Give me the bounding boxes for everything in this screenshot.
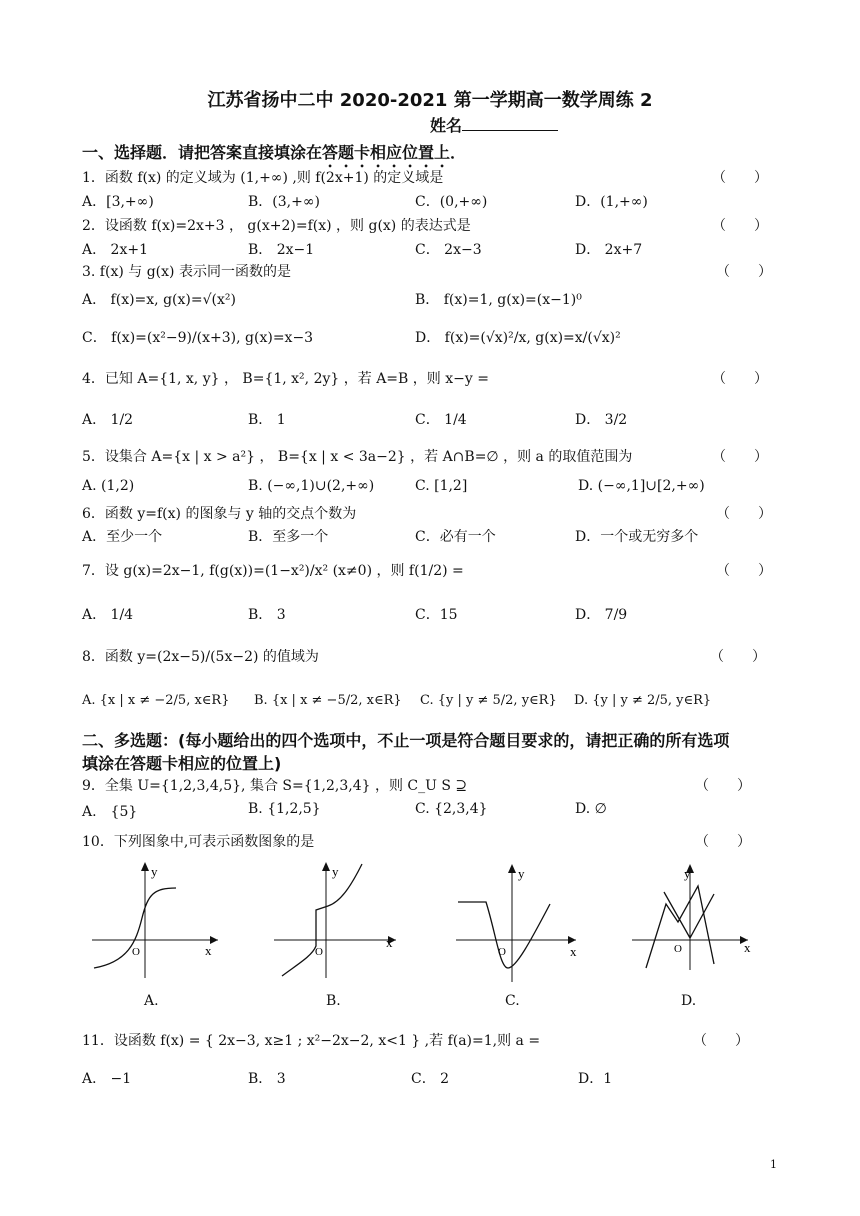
question-2-option-c: C． 2x−3 [415,242,482,258]
question-9-option-d: D. ∅ [575,801,607,817]
graph-a-x-label: x [205,943,212,958]
question-2-stem: 2．设函数 f(x)=2x+3 ， g(x+2)=f(x) ，则 g(x) 的表达式是 [82,218,471,234]
graph-d-caption: D. [681,993,697,1009]
question-1-option-d: D．(1,+∞) [575,194,648,210]
graph-d-x-label: x [744,940,751,955]
question-3-option-d: D． f(x)=(√x)²/x, g(x)=x/(√x)² [415,330,621,346]
question-1-option-c: C．(0,+∞) [415,194,488,210]
question-5-option-d: D. (−∞,1]∪[2,+∞) [578,478,705,494]
question-2-option-b: B． 2x−1 [248,242,315,258]
question-9-option-b: B. {1,2,5} [248,801,321,817]
page-number: 1 [770,1158,777,1171]
question-9-option-c: C. {2,3,4} [415,801,488,817]
question-1-option-a: A．[3,+∞) [82,194,154,210]
graph-a-caption: A. [144,993,159,1009]
answer-paren-4: （ ） [712,371,768,387]
graph-a-origin-label: O [132,946,140,958]
question-9-stem: 9．全集 U={1,2,3,4,5}, 集合 S={1,2,3,4} ，则 C_U S ⊇ [82,778,468,794]
question-2-option-d: D． 2x+7 [575,242,643,258]
question-7-option-d: D． 7/9 [575,607,628,623]
question-9-option-a: A. {5} [82,804,138,820]
question-3-option-b: B． f(x)=1, g(x)=(x−1)⁰ [415,292,582,308]
question-5-option-b: B. (−∞,1)∪(2,+∞) [248,478,375,494]
answer-paren-9: （ ） [695,778,751,794]
question-11-option-a: A． −1 [82,1071,132,1087]
question-11-option-c: C． 2 [411,1071,450,1087]
question-7-option-b: B． 3 [248,607,286,623]
graph-c-origin-label: O [498,946,506,958]
page-title: 江苏省扬中二中 2020-2021 第一学期高一数学周练 2 [207,90,653,111]
graph-a-y-label: y [151,864,158,879]
question-6-option-a: A．至少一个 [82,529,163,545]
question-5-option-c: C. [1,2] [415,478,468,494]
question-6-option-d: D．一个或无穷多个 [575,529,699,545]
answer-paren-5: （ ） [712,449,768,465]
question-7-stem: 7．设 g(x)=2x−1, f(g(x))=(1−x²)/x² (x≠0) ，则 f(1/2) = [82,563,464,579]
question-6-option-b: B．至多一个 [248,529,329,545]
question-8-option-b: B. {x | x ≠ −5/2, x∈R} [254,693,402,708]
question-4-option-a: A． 1/2 [82,412,134,428]
question-3-stem: 3. f(x) 与 g(x) 表示同一函数的是 [82,264,291,280]
question-3-option-c: C． f(x)=(x²−9)/(x+3), g(x)=x−3 [82,330,314,346]
graph-b [268,858,408,986]
question-11-stem: 11．设函数 f(x) = { 2x−3, x≥1 ; x²−2x−2, x<1 } ,若 f(a)=1,则 a = [82,1033,541,1049]
name-label: 姓名 [430,116,463,135]
question-8-option-d: D. {y | y ≠ 2/5, y∈R} [574,693,712,708]
name-blank [462,116,558,131]
question-8-option-c: C. {y | y ≠ 5/2, y∈R} [420,693,557,708]
graph-b-caption: B. [326,993,341,1009]
question-11-option-b: B． 3 [248,1071,286,1087]
question-6-option-c: C．必有一个 [415,529,496,545]
question-8-option-a: A. {x | x ≠ −2/5, x∈R} [82,693,230,708]
section-1-emphasis: 答题卡相应位置上 [322,143,451,162]
answer-paren-8: （ ） [710,649,766,665]
answer-paren-6: （ ） [716,506,772,522]
graph-d [628,858,758,986]
answer-paren-11: （ ） [693,1033,749,1049]
graph-c [452,858,587,986]
section-2-header-line-2: 填涂在答题卡相应的位置上) [82,754,282,773]
graph-c-y-label: y [518,866,525,881]
question-4-option-d: D． 3/2 [575,412,628,428]
answer-paren-2: （ ） [712,218,768,234]
section-2-header-line-1: 二、多选题：(每小题给出的四个选项中，不止一项是符合题目要求的，请把正确的所有选项 [82,731,730,750]
answer-paren-10: （ ） [695,834,751,850]
answer-paren-1: （ ） [712,170,768,186]
question-3-option-a: A． f(x)=x, g(x)=√(x²) [82,292,236,308]
question-4-option-c: C． 1/4 [415,412,467,428]
question-10-stem: 10．下列图象中,可表示函数图象的是 [82,834,315,850]
question-11-option-d: D．1 [578,1071,613,1087]
question-5-option-a: A. (1,2) [82,478,135,494]
graph-d-origin-label: O [674,943,682,955]
question-8-stem: 8．函数 y=(2x−5)/(5x−2) 的值域为 [82,649,319,665]
graph-d-y-label: y [684,866,691,881]
name-field [430,113,558,136]
question-1-option-b: B．(3,+∞) [248,194,320,210]
graph-a [88,858,228,986]
graph-b-y-label: y [332,864,339,879]
question-6-stem: 6．函数 y=f(x) 的图象与 y 轴的交点个数为 [82,506,357,522]
graph-b-x-label: x [386,935,393,950]
graph-c-x-label: x [570,944,577,959]
question-7-option-c: C．15 [415,607,458,623]
answer-paren-7: （ ） [716,563,772,579]
question-7-option-a: A． 1/4 [82,607,134,623]
question-2-option-a: A． 2x+1 [82,242,149,258]
answer-paren-3: （ ） [716,264,772,280]
question-5-stem: 5．设集合 A={x | x > a²} ， B={x | x < 3a−2} ，若 A∩B=∅ ，则 a 的取值范围为 [82,449,633,465]
section-1-suffix: ． [450,143,467,162]
question-1-stem: 1．函数 f(x) 的定义域为 (1,+∞) ,则 f(2x+1) 的定义域是 [82,170,444,186]
graph-c-caption: C. [505,993,520,1009]
question-4-option-b: B． 1 [248,412,286,428]
question-4-stem: 4．已知 A={1, x, y} ， B={1, x², 2y} ，若 A=B ，则 x−y = [82,371,489,387]
graph-b-origin-label: O [315,946,323,958]
section-1-prefix: 一、选择题．请把答案直接填涂在 [82,143,323,162]
